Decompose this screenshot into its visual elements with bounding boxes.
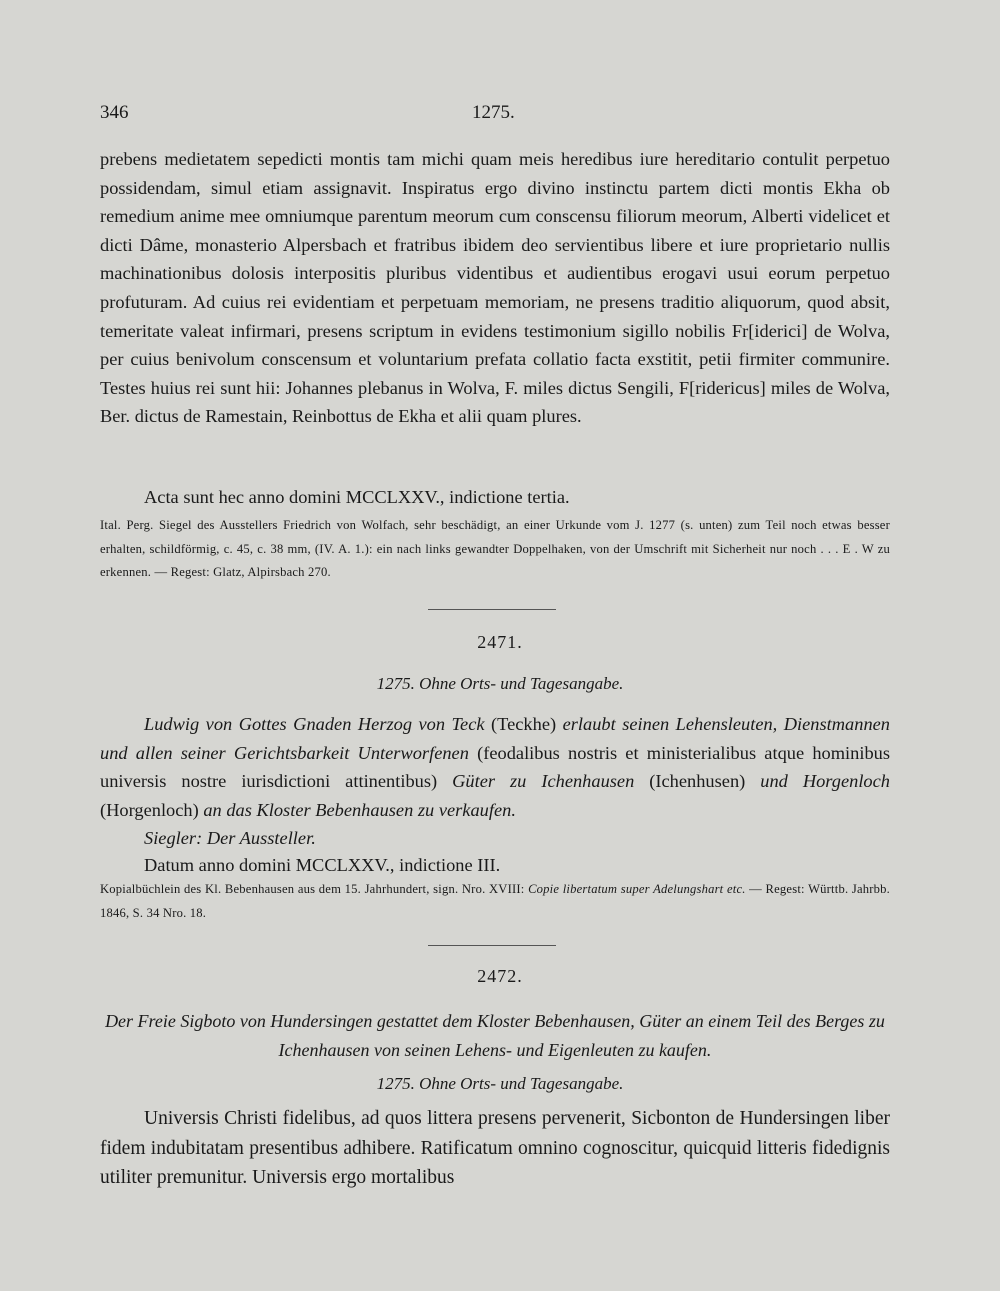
- note-2471-part3: — Regest: Württb. Jahrbb. 1846, S. 34 Nro. 18.: [100, 882, 890, 920]
- charter-2472-text: Universis Christi fidelibus, ad quos littera presens pervenerit, Sicbonton de Hundersingen liber fidem indubitatam presentibus adhibere. Ratificatum omnino cognoscitur, quicquid litteris fidedignis utiliter premunitur. Universis ergo mortalibus: [100, 1108, 890, 1188]
- summary-2471-part3: erlaubt seinen Lehensleuten, Dienstmannen und allen seiner Gerichtsbarkeit Unterworfenen: [100, 714, 890, 763]
- running-header: [100, 102, 890, 132]
- summary-2472: Der Freie Sigboto von Hundersingen gestattet dem Kloster Bebenhausen, Güter an einem Teil des Berges zu Ichenhausen von seinen Lehens- und Eigenleuten zu kaufen.: [105, 1011, 885, 1060]
- summary-2471-part2: (Teckhe): [484, 714, 563, 734]
- summary-2471-part7: und Horgenloch: [760, 771, 890, 792]
- acta-line: Acta sunt hec anno domini MCCLXXV., indictione tertia.: [144, 487, 570, 507]
- summary-2471: [100, 710, 890, 824]
- summary-2471-part8: (Horgenloch): [100, 799, 204, 820]
- document-number-2471: 2471.: [477, 632, 523, 652]
- summary-2471-part6: (Ichenhusen): [634, 771, 761, 792]
- section-divider: [428, 945, 556, 946]
- note-2471: [100, 878, 890, 925]
- date-line-2472: 1275. Ohne Orts- und Tagesangabe.: [376, 1074, 624, 1093]
- date-line-2471: 1275. Ohne Orts- und Tagesangabe.: [376, 674, 624, 693]
- summary-2471-part5: Güter zu Ichenhausen: [452, 771, 635, 792]
- section-divider: [428, 609, 556, 610]
- header-year: 1275.: [472, 102, 515, 123]
- page-number: 346: [100, 102, 129, 123]
- note-2471-part2: Copie libertatum super Adelungshart etc.: [528, 882, 746, 896]
- datum-line-2471: Datum anno domini MCCLXXV., indictione III.: [144, 855, 501, 875]
- summary-2471-part9: an das Kloster Bebenhausen zu verkaufen.: [203, 799, 516, 820]
- note-2471-part1: Kopialbüchlein des Kl. Bebenhausen aus dem 15. Jahrhundert, sign. Nro. XVIII:: [100, 882, 529, 896]
- previous-charter-text: prebens medietatem sepedicti montis tam michi quam meis heredibus iure hereditario contulit perpetuo possidendam, simul etiam assignavit. Inspiratus ergo divino instinctu partem dicti montis Ekha ob remedium anime mee omniumque parentum meorum cum conscensu filiorum meorum, Alberti videlicet et dicti Dâme, monasterio Alpersbach et fratribus ibidem deo servientibus libere et iure proprietario nullis machinationibus dolosis interpositis pluribus videntibus et audientibus erogavi usui eorum perpetuo profuturam. Ad cuius rei evidentiam et perpetuam memoriam, ne presens traditio aliquorum, quod absit, temeritate valeat infirmari, presens scriptum in evidens testimonium sigillo nobilis Fr[iderici] de Wolva, per cuius benivolum conscensum et voluntarium prefata collatio facta exstitit, petii firmiter communire. Testes huius rei sunt hii: Johannes plebanus in Wolva, F. miles dictus Sengili, F[ridericus] miles de Wolva, Ber. dictus de Ramestain, Reinbottus de Ekha et alii quam plures.: [100, 149, 890, 427]
- summary-2471-part1: Ludwig von Gottes Gnaden Herzog von Teck: [144, 714, 485, 734]
- document-number-2472: 2472.: [477, 966, 523, 986]
- siegler-line-2471: Siegler: Der Aussteller.: [144, 828, 316, 848]
- summary-2471-part4: (feodalibus nostris et ministerialibus atque hominibus universis nostre iurisdictioni attinentibus): [100, 742, 890, 792]
- previous-charter-note: Ital. Perg. Siegel des Ausstellers Friedrich von Wolfach, sehr beschädigt, an einer Urkunde vom J. 1277 (s. unten) zum Teil noch etwas besser erhalten, schildförmig, c. 45, c. 38 mm, (IV. A. 1.): ein nach links gewandter Doppelhaken, von der Umschrift mit Sicherheit nur noch . . . E . W zu erkennen. — Regest: Glatz, Alpirsbach 270.: [100, 518, 890, 579]
